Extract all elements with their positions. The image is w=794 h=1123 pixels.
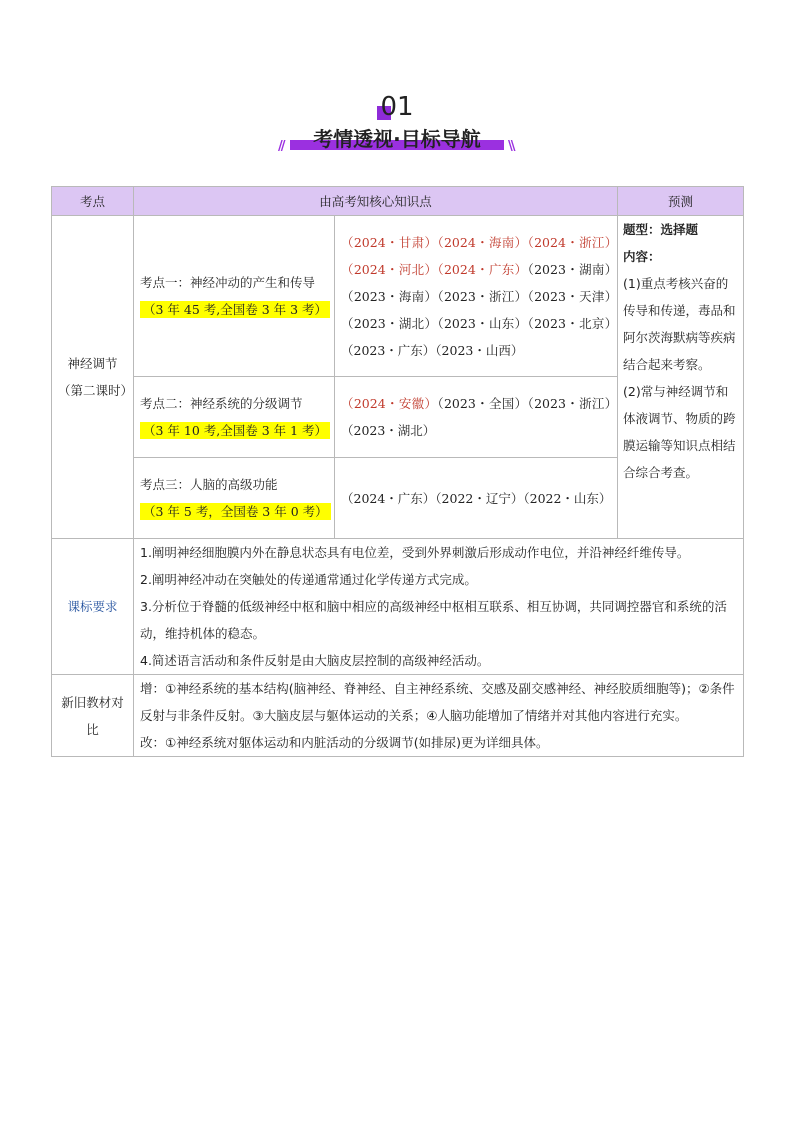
years-black: （2023・全国）（2023・浙江）（2023・湖北） <box>341 396 612 438</box>
years-cell <box>335 216 618 377</box>
prediction-item-1: (1)重点考核兴奋的传导和传递，毒品和阿尔茨海默病等疾病结合起来考察。 <box>623 276 736 372</box>
point-stat: （3 年 45 考,全国卷 3 年 3 考） <box>140 301 330 318</box>
requirements-cell <box>134 539 744 675</box>
years-black: （2024・广东）（2022・辽宁）（2022・山东） <box>341 490 612 506</box>
point-stat: （3 年 10 考,全国卷 3 年 1 考） <box>140 422 330 439</box>
section-title: 考情透视·目标导航 <box>313 127 481 151</box>
title-slash-right: \\ <box>508 139 514 154</box>
table-header-row <box>52 187 744 216</box>
prediction-item-2: (2)常与神经调节和体液调节、物质的跨膜运输等知识点相结合综合考查。 <box>623 384 736 480</box>
category-cell: 神经调节（第二课时） <box>52 216 134 539</box>
comparison-cell <box>134 675 744 757</box>
header-cell-knowledge: 由高考知核心知识点 <box>134 187 618 216</box>
point-cell <box>134 377 335 458</box>
requirements-label: 课标要求 <box>52 539 134 675</box>
table-row <box>52 216 744 377</box>
table-row <box>52 675 744 757</box>
header-cell-point: 考点 <box>52 187 134 216</box>
requirement-item: 4.简述语言活动和条件反射是由大脑皮层控制的高级神经活动。 <box>140 653 490 668</box>
title-slash-left: // <box>278 139 284 154</box>
section-header <box>0 92 794 162</box>
point-cell <box>134 216 335 377</box>
comparison-change: 改：①神经系统对躯体运动和内脏活动的分级调节(如排尿)更为详细具体。 <box>140 735 549 750</box>
section-number: 01 <box>380 92 414 122</box>
requirement-item: 1.阐明神经细胞膜内外在静息状态具有电位差，受到外界刺激后形成动作电位，并沿神经纤维传导。 <box>140 545 690 560</box>
years-cell <box>335 458 618 539</box>
years-red: （2024・安徽） <box>341 396 438 411</box>
prediction-type: 题型：选择题 <box>623 222 699 237</box>
requirement-item: 3.分析位于脊髓的低级神经中枢和脑中相应的高级神经中枢相互联系、相互协调，共同调控器官和系统的活动，维持机体的稳态。 <box>140 599 727 641</box>
comparison-add: 增：①神经系统的基本结构(脑神经、脊神经、自主神经系统、交感及副交感神经、神经胶质细胞等)；②条件反射与非条件反射。③大脑皮层与躯体运动的关系；④人脑功能增加了情绪并对其他内容进行充实。 <box>140 681 735 723</box>
point-cell <box>134 458 335 539</box>
exam-analysis-table <box>51 186 744 757</box>
point-stat: （3 年 5 考，全国卷 3 年 0 考） <box>140 503 331 520</box>
years-red: （2024・甘肃）（2024・海南）（2024・浙江）（2024・河北）（2024・广东） <box>341 234 612 277</box>
years-black: （2023・湖南）（2023・海南）（2023・浙江）（2023・天津）（2023・湖北）（2023・山东）（2023・北京）（2023・广东）（2023・山西） <box>341 261 612 358</box>
prediction-cell <box>618 216 744 539</box>
comparison-label: 新旧教材对比 <box>52 675 134 757</box>
header-cell-prediction: 预测 <box>618 187 744 216</box>
table-row <box>52 539 744 675</box>
years-cell <box>335 377 618 458</box>
prediction-content-label: 内容： <box>623 249 661 264</box>
requirement-item: 2.阐明神经冲动在突触处的传递通常通过化学传递方式完成。 <box>140 572 477 587</box>
point-name: 考点一：神经冲动的产生和传导 <box>140 275 316 290</box>
point-name: 考点二：神经系统的分级调节 <box>140 396 303 411</box>
point-name: 考点三：人脑的高级功能 <box>140 477 278 492</box>
